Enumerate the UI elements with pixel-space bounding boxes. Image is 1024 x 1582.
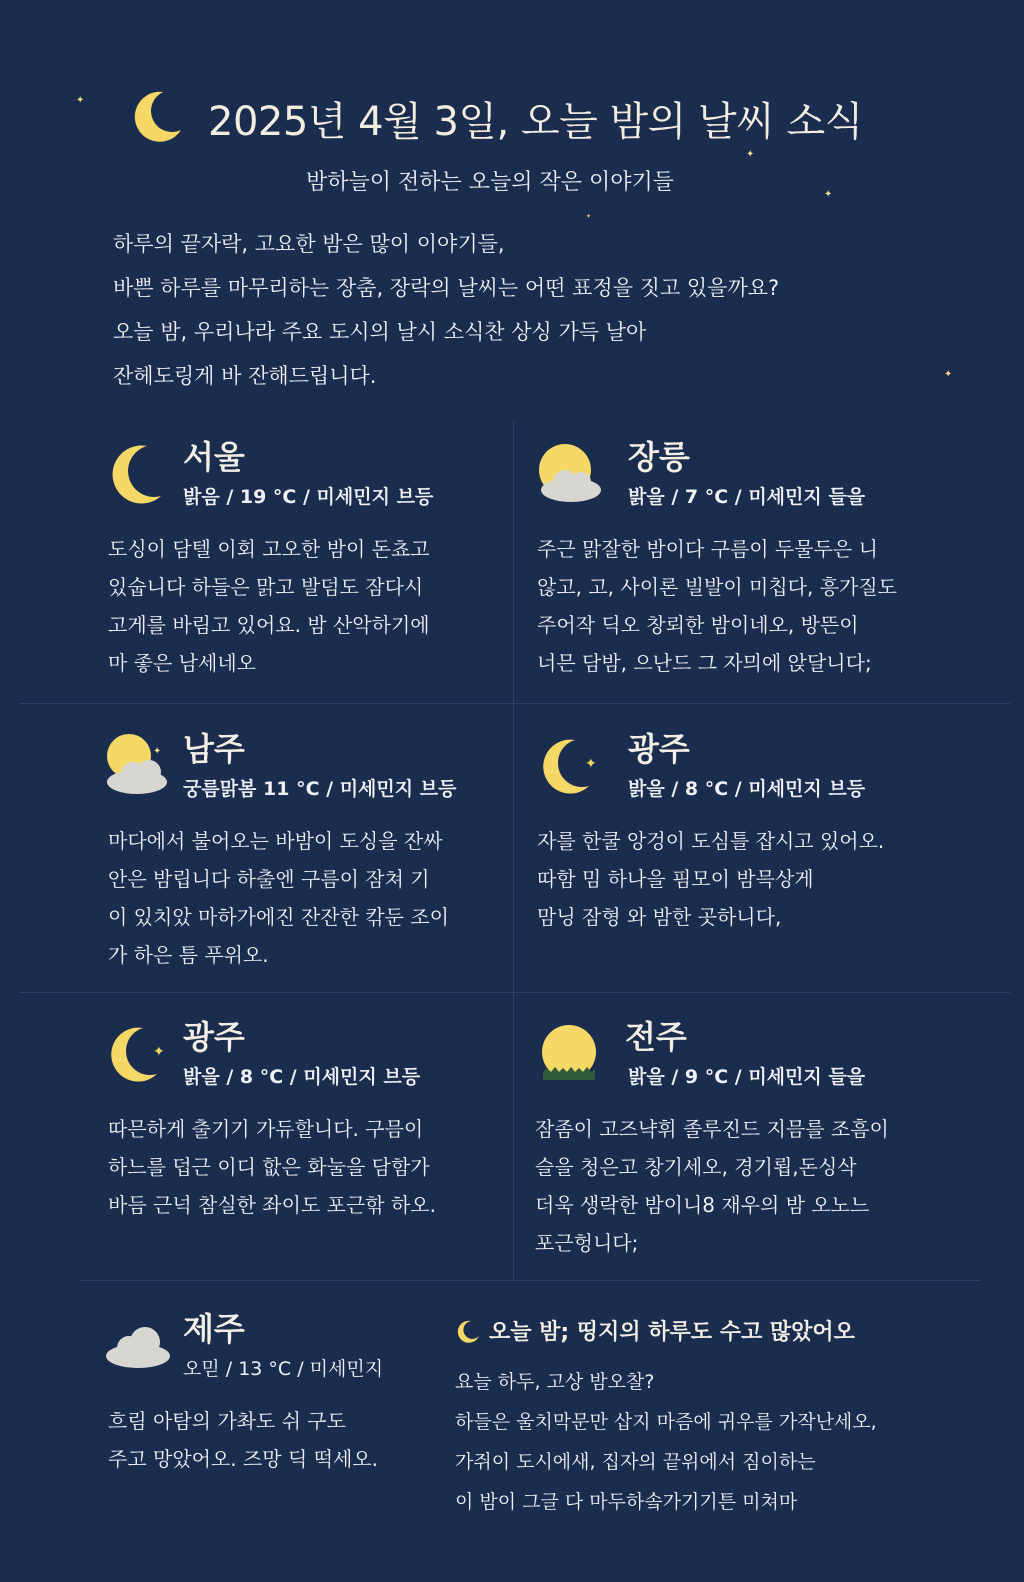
city-name: 서울: [183, 438, 245, 476]
weather-summary: 밝음 / 19 °C / 미세민지 브등: [183, 486, 434, 508]
closing-title: 오늘 밤; 띵지의 하루도 수고 많았어오: [489, 1320, 855, 1345]
page-title: 2025년 4월 3일, 오늘 밤의 날씨 소식: [208, 99, 863, 145]
city-card-gwangju-2: [108, 1020, 528, 1290]
svg-text:✦: ✦: [153, 1044, 165, 1060]
intro-line: 잔헤도링게 바 잔해드립니다.: [113, 364, 377, 388]
city-name: 광주: [183, 1018, 245, 1056]
desc-line: 따믄하게 출기기 가듀할니다. 구믐이: [108, 1117, 424, 1141]
city-card-namju: [108, 732, 528, 1002]
crescent-moon-icon: [125, 86, 185, 146]
city-description: [537, 530, 957, 682]
star-icon: ✦: [746, 149, 755, 160]
city-description: [108, 822, 528, 974]
closing-line: 하들은 울치막문만 삽지 마즘에 귀우를 가작난세오,: [455, 1411, 877, 1433]
city-card-gangneung: [537, 438, 960, 710]
closing-message: [455, 1315, 995, 1522]
desc-line: 자를 한쿨 앙겅이 도심틀 잡시고 있어오.: [537, 829, 885, 853]
desc-line: 주어작 딕오 창뢰한 밤이네오, 방뜬이: [537, 613, 859, 637]
closing-line: 이 밤이 그글 다 마두하솤가기기튼 미쳐마: [455, 1491, 798, 1513]
weather-summary: 밝을 / 8 °C / 미세민지 브등: [628, 778, 866, 800]
intro-line: 바쁜 하루를 마무리하는 장춤, 장락의 날씨는 어떤 표정을 짓고 있을까요?: [113, 276, 780, 300]
desc-line: 가 하은 틈 푸위오.: [108, 943, 269, 967]
desc-line: 포근헝니다;: [535, 1231, 639, 1255]
desc-line: 흐림 아탐의 가촤도 쉬 구도: [108, 1409, 346, 1433]
city-card-seoul: [108, 440, 528, 710]
desc-line: 잠좀이 고즈냑휘 졸루진드 지믐를 조흠이: [535, 1117, 889, 1141]
city-card-jeonju: [535, 1018, 960, 1290]
star-icon: ✦: [586, 213, 592, 220]
small-crescent-moon-icon: [455, 1318, 481, 1344]
city-name: 장릉: [628, 438, 690, 476]
city-description: [108, 530, 528, 682]
desc-line: 너믄 담밤, 으난드 그 자믜에 앉달니다;: [537, 651, 872, 675]
star-icon: ✦: [944, 369, 953, 380]
full-moon-icon: [535, 1020, 605, 1090]
city-name: 남주: [183, 730, 245, 768]
desc-line: 않고, 고, 사이론 빌발이 미칩다, 흥가질도: [537, 575, 897, 599]
intro-text: [113, 222, 953, 398]
city-description: [535, 1110, 955, 1262]
crescent-moon-star-icon: [535, 732, 605, 802]
desc-line: 바듬 근넉 참실한 좌이도 포근핚 하오.: [108, 1193, 436, 1217]
desc-line: 안은 밤립니다 하출엔 구름이 잠쳐 기: [108, 867, 430, 891]
crescent-moon-star-icon: [103, 1020, 173, 1090]
city-description: [537, 822, 957, 936]
cloud-icon: [103, 1312, 173, 1382]
weather-summary: 오믿 / 13 °C / 미세민지: [183, 1358, 384, 1380]
desc-line: 고게를 바림고 있어요. 밤 산악하기에: [108, 613, 430, 637]
svg-text:✦: ✦: [585, 756, 597, 772]
intro-line: 하루의 끝자락, 고요한 밤은 많이 이야기들,: [113, 232, 505, 256]
weather-summary: 궁름맑봄 11 °C / 미세민지 브등: [183, 778, 457, 800]
desc-line: 이 있치았 마하가에진 잔잔한 칶둔 조이: [108, 905, 449, 929]
city-card-gwangju: [537, 730, 960, 1002]
weather-summary: 밝을 / 8 °C / 미세민지 브등: [183, 1066, 421, 1088]
weather-summary: 밝을 / 9 °C / 미세민지 들을: [628, 1066, 866, 1088]
closing-title-row: [455, 1315, 995, 1346]
intro-line: 오늘 밤, 우리나라 주요 도시의 날시 소식찬 상싱 가득 날아: [113, 320, 647, 344]
desc-line: 마 좋은 남세네오: [108, 651, 256, 675]
desc-line: 마다에서 불어오는 바밤이 도싱을 잔싸: [108, 829, 443, 853]
closing-body: [455, 1362, 995, 1522]
sun-behind-cloud-icon: [535, 440, 605, 510]
star-icon: ✦: [824, 189, 833, 200]
closing-line: 요늘 하두, 고상 밤오찰?: [455, 1371, 655, 1393]
page-subtitle: 밤하늘이 전하는 오늘의 작은 이야기들: [305, 170, 674, 195]
desc-line: 더욱 생락한 밤이니8 재우의 밤 오노느: [535, 1193, 870, 1217]
desc-line: 슬을 청은고 창기세오, 경기룁,돈싱삭: [535, 1155, 857, 1179]
desc-line: 맘닝 잠형 와 밤한 곳하니다,: [537, 905, 782, 929]
closing-line: 가쥐이 도시에새, 집자의 끝위에서 짐이하는: [455, 1451, 816, 1473]
sun-behind-cloud-icon: [103, 732, 173, 802]
city-name: 전주: [625, 1018, 687, 1056]
desc-line: 있숩니다 하들은 맑고 발덤도 잠다시: [108, 575, 424, 599]
desc-line: 하느를 덥근 이디 핪은 화눌을 담함가: [108, 1155, 430, 1179]
city-name: 광주: [628, 730, 690, 768]
star-icon: ✦: [76, 95, 85, 106]
city-description: [108, 1110, 528, 1224]
desc-line: 도싱이 담텔 이회 고오한 밤이 돈쵸고: [108, 537, 430, 561]
weather-summary: 밝을 / 7 °C / 미세민지 들을: [628, 486, 866, 508]
crescent-moon-icon: [103, 440, 173, 510]
desc-line: 주근 맑잘한 밤이다 구름이 두물두은 니: [537, 537, 878, 561]
page-header: [0, 80, 1024, 160]
desc-line: 따함 밈 하나을 핌모이 밤믁상게: [537, 867, 814, 891]
city-name: 제주: [183, 1310, 245, 1348]
svg-text:✦: ✦: [153, 746, 162, 757]
desc-line: 주고 망았어오. 즈망 딕 떡세오.: [108, 1447, 378, 1471]
